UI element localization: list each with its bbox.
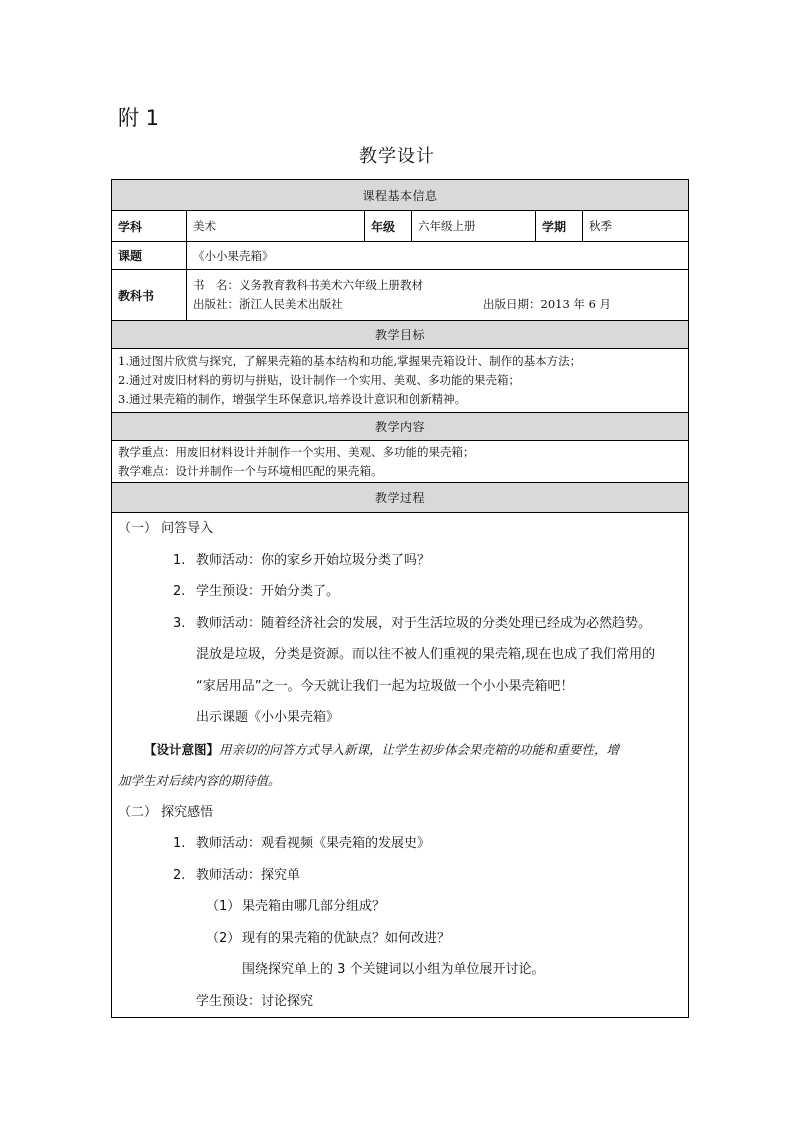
publisher-line-wrap: [193, 295, 682, 314]
subject-label: 学科: [112, 211, 187, 242]
process-step: [118, 576, 682, 608]
discussion-line: 围绕探究单上的 3 个关键词以小组为单位展开讨论。: [242, 962, 545, 977]
grade-value: 六年级上册: [412, 211, 536, 242]
step-number: 1.: [173, 552, 186, 568]
textbook-publish-date: 出版日期：2013 年 6 月: [483, 297, 612, 311]
section-heading: （二） 探究感悟: [118, 804, 214, 820]
grade-label: 年级: [365, 211, 412, 242]
sub-step-text: 现有的果壳箱的优缺点？如何改进？: [242, 930, 451, 946]
step-text: 教师活动：你的家乡开始垃圾分类了吗？: [196, 552, 431, 568]
objective-item: 2.通过对废旧材料的剪切与拼贴，设计制作一个实用、美观、多功能的果壳箱；: [118, 373, 520, 387]
textbook-label: 教科书: [112, 270, 187, 321]
sub-step-number: （1）: [206, 899, 241, 914]
content-header: 教学内容: [112, 413, 689, 441]
step-text: 学生预设：开始分类了。: [196, 584, 340, 599]
textbook-name: 书 名：义务教育教科书美术六年级上册教材: [193, 278, 423, 292]
section-heading: （一） 问答导入: [118, 521, 214, 536]
process-row: [112, 513, 689, 1018]
sub-step-number: （2）: [206, 930, 241, 946]
step-continuation: “家居用品”之一。今天就让我们一起为垃圾做一个小小果壳箱吧！: [196, 678, 574, 694]
design-intent-text: 用亲切的问答方式导入新课，让学生初步体会果壳箱的功能和重要性，增: [219, 741, 620, 757]
difficult-point: 教学难点：设计并制作一个与环境相匹配的果壳箱。: [118, 463, 383, 478]
step-continuation: 混放是垃圾，分类是资源。而以往不被人们重视的果壳箱,现在也成了我们常用的: [196, 647, 656, 662]
objectives-header: 教学目标: [112, 321, 689, 349]
sub-step-text: 果壳箱由哪几部分组成？: [242, 899, 386, 914]
key-point: 教学重点：用废旧材料设计并制作一个实用、美观、多功能的果壳箱；: [118, 444, 475, 459]
topic-value: 《小小果壳箱》: [187, 242, 689, 270]
design-intent-continuation: 加学生对后续内容的期待值。: [118, 773, 281, 788]
subject-row: [112, 211, 689, 242]
step-number: 1.: [173, 836, 186, 851]
content-block: [112, 441, 689, 483]
topic-row: [112, 242, 689, 270]
attachment-label: 附 1: [118, 106, 160, 130]
sub-step: [118, 923, 682, 955]
step-text: 教师活动：随着经济社会的发展，对于生活垃圾的分类处理已经成为必然趋势。: [196, 615, 652, 631]
topic-label: 课题: [112, 242, 187, 270]
objectives-row: [112, 349, 689, 413]
process-header: 教学过程: [112, 483, 689, 513]
subject-value: 美术: [187, 211, 365, 242]
term-value: 秋季: [583, 211, 689, 242]
process-step: [118, 545, 682, 577]
term-label: 学期: [536, 211, 583, 242]
process-step: [118, 608, 682, 640]
design-intent: [118, 734, 682, 766]
objectives-header-row: [112, 321, 689, 349]
step-number: 3.: [173, 615, 186, 631]
process-header-row: [112, 483, 689, 513]
textbook-publisher: 出版社：浙江人民美术出版社: [193, 297, 343, 311]
show-title-line: 出示课题《小小果壳箱》: [196, 710, 340, 725]
student-preset-line: 学生预设：讨论探究: [196, 993, 314, 1009]
content-row: [112, 441, 689, 483]
sub-step: [118, 891, 682, 923]
step-text: 教师活动：探究单: [196, 867, 301, 883]
objective-item: 1.通过图片欣赏与探究，了解果壳箱的基本结构和功能,掌握果壳箱设计、制作的基本方法；: [118, 354, 582, 368]
basic-info-header: 课程基本信息: [112, 180, 689, 211]
textbook-row: [112, 270, 689, 321]
step-number: 2.: [173, 867, 186, 883]
lesson-plan-table: [111, 179, 689, 1018]
process-body: [112, 513, 689, 1018]
step-text: 教师活动：观看视频《果壳箱的发展史》: [196, 836, 431, 851]
content-header-row: [112, 413, 689, 441]
objective-item: 3.通过果壳箱的制作，增强学生环保意识,培养设计意识和创新精神。: [118, 392, 467, 406]
objectives-list: [112, 349, 689, 413]
process-step: [118, 860, 682, 892]
document-title: 教学设计: [359, 146, 435, 167]
step-number: 2.: [173, 584, 186, 599]
design-intent-label: 【设计意图】: [144, 741, 220, 757]
textbook-info: [187, 270, 689, 321]
basic-info-header-row: [112, 180, 689, 211]
process-step: [118, 828, 682, 860]
